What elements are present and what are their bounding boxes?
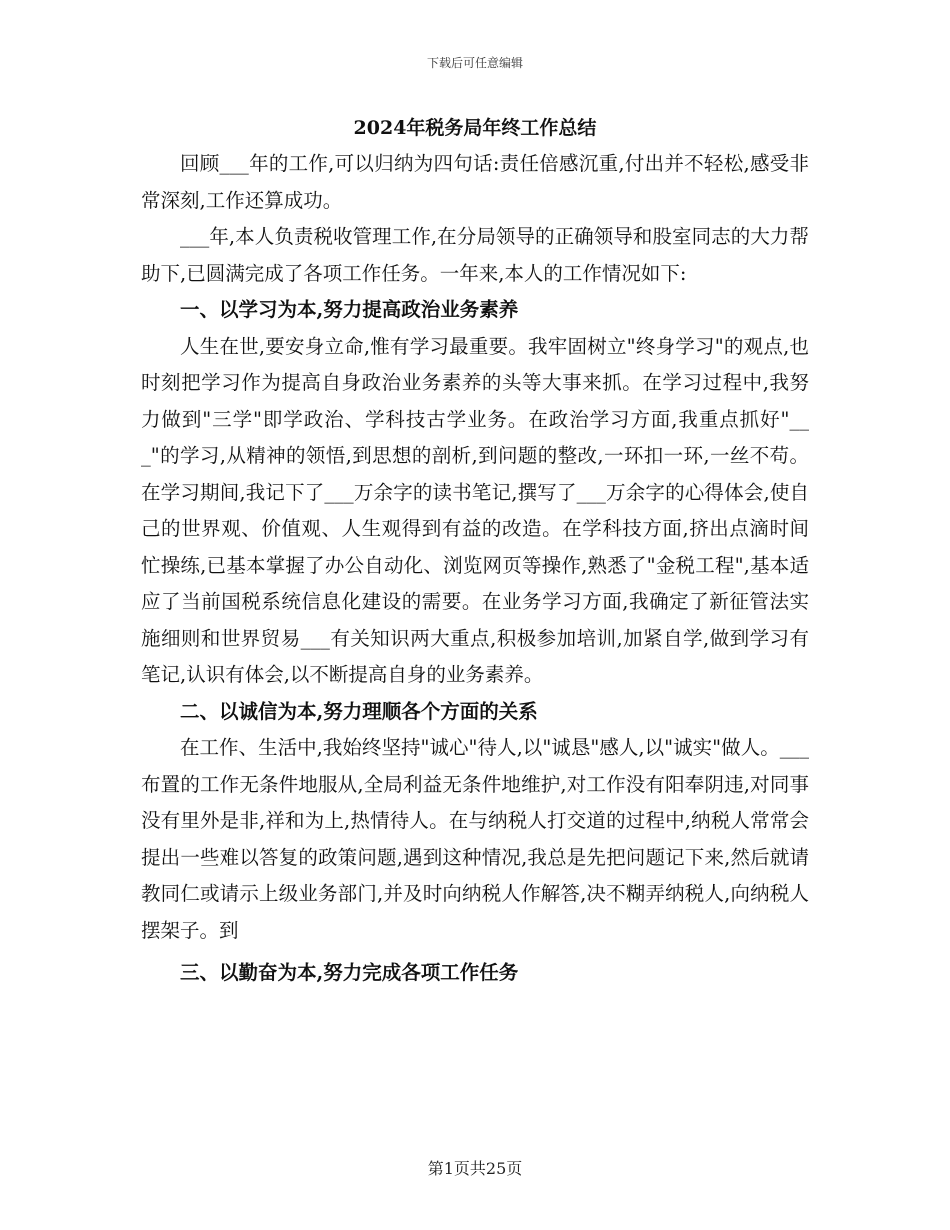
section-2-heading: 二、以诚信为本,努力理顺各个方面的关系 bbox=[180, 699, 538, 723]
page-footer: 第1页共25页 bbox=[427, 1159, 523, 1178]
document-body bbox=[141, 112, 809, 992]
section-3-heading: 三、以勤奋为本,努力完成各项工作任务 bbox=[180, 961, 519, 984]
intro-paragraph-2: ___年,本人负责税收管理工作,在分局领导的正确领导和股室同志的大力帮助下,已圆满完成了各项工作任务。一年来,本人的工作情况如下: bbox=[141, 225, 809, 285]
section-2-body: 在工作、生活中,我始终坚持"诚心"待人,以"诚恳"感人,以"诚实"做人。___布置的工作无条件地服从,全局利益无条件地维护,对工作没有阳奉阴违,对同事没有里外是非,祥和为上,热情待人。在与纳税人打交道的过程中,纳税人常常会提出一些难以答复的政策问题,遇到这种情况,我总是先把问题记下来,然后就请教同仁或请示上级业务部门,并及时向纳税人作解答,决不糊弄纳税人,向纳税人摆架子。到 bbox=[141, 736, 809, 942]
header-note: 下载后可任意编辑 bbox=[426, 56, 523, 70]
section-1-body: 人生在世,要安身立命,惟有学习最重要。我牢固树立"终身学习"的观点,也时刻把学习作为提高自身政治业务素养的头等大事来抓。在学习过程中,我努力做到"三学"即学政治、学科技古学业务。在政治学习方面,我重点抓好"___"的学习,从精神的领悟,到思想的剖析,到问题的整改,一环扣一环,一丝不苟。在学习期间,我记下了___万余字的读书笔记,撰写了___万余字的心得体会,使自己的世界观、价值观、人生观得到有益的改造。在学科技方面,挤出点滴时间忙操练,已基本掌握了办公自动化、浏览网页等操作,熟悉了"金税工程",基本适应了当前国税系统信息化建设的需要。在业务学习方面,我确定了新征管法实施细则和世界贸易___有关知识两大重点,积极参加培训,加紧自学,做到学习有笔记,认识有体会,以不断提高自身的业务素养。 bbox=[141, 334, 809, 686]
section-1-heading: 一、以学习为本,努力提高政治业务素养 bbox=[180, 298, 519, 321]
intro-paragraph-1: 回顾___年的工作,可以归纳为四句话:责任倍感沉重,付出并不轻松,感受非常深刻,工作还算成功。 bbox=[141, 152, 809, 212]
document-title: 2024年税务局年终工作总结 bbox=[353, 117, 597, 139]
